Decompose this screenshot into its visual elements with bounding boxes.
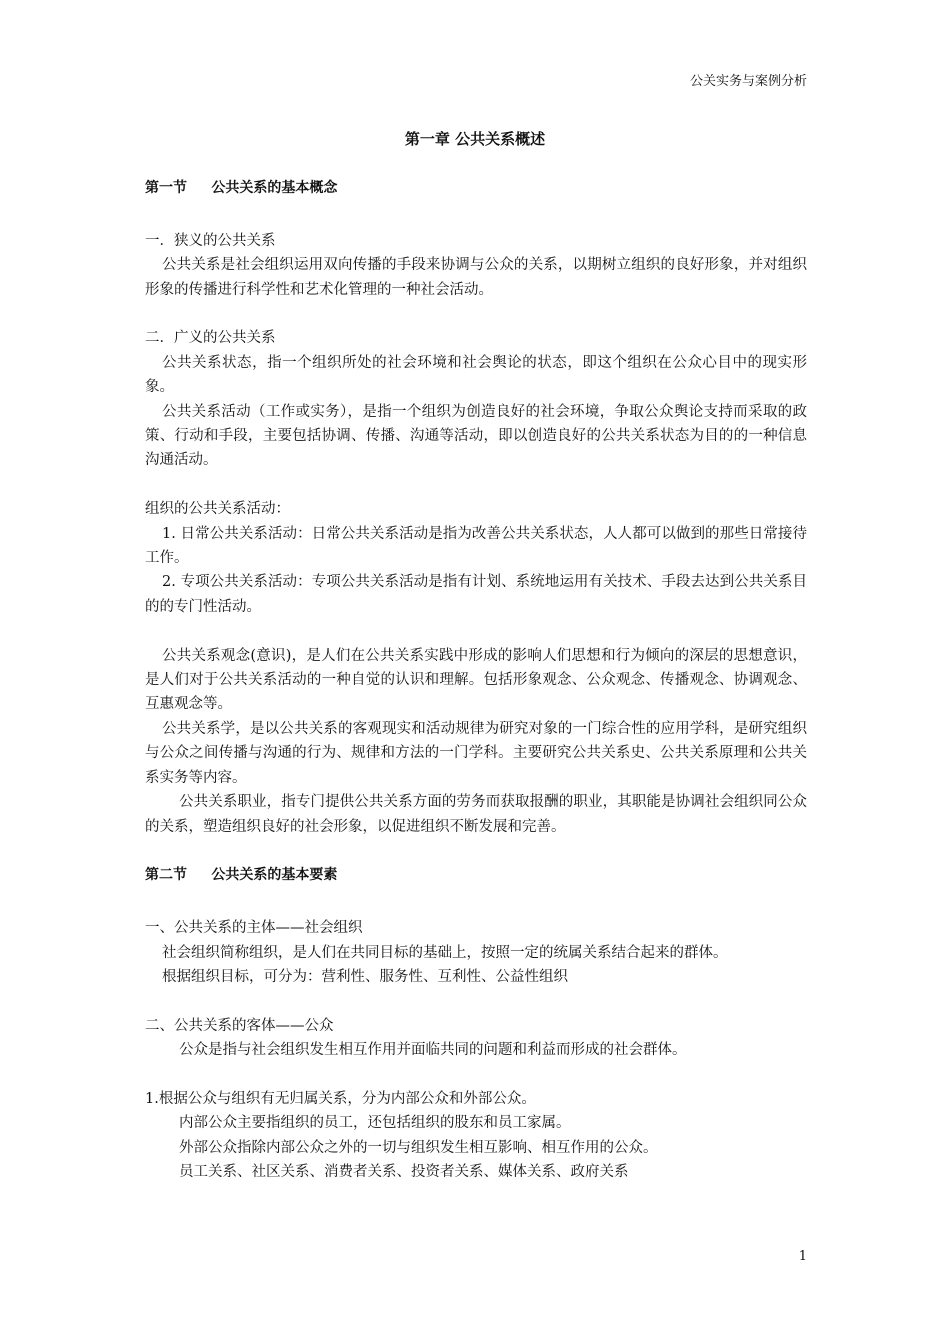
page-number: 1	[798, 1249, 807, 1264]
paragraph: 根据组织目标，可分为：营利性、服务性、互利性、公益性组织	[162, 968, 568, 985]
paragraph: 公共关系活动（工作或实务），是指一个组织为创造良好的社会环境，争取公众舆论支持而采取的政策、行动和手段，主要包括协调、传播、沟通等活动，即以创造良好的公共关系状态为目的的一种信息沟通活动。	[145, 403, 807, 469]
body-text	[145, 176, 807, 1185]
spacer	[145, 200, 807, 224]
running-header: 公关实务与案例分析	[689, 74, 807, 89]
paragraph: 公共关系学，是以公共关系的客观现实和活动规律为研究对象的一门综合性的应用学科，是研究组织与公众之间传播与沟通的行为、规律和方法的一门学科。主要研究公共关系史、公共关系原理和公共关系实务等内容。	[145, 720, 807, 786]
spacer	[145, 989, 807, 1013]
paragraph: 公共关系是社会组织运用双向传播的手段来协调与公众的关系，以期树立组织的良好形象，并对组织形象的传播进行科学性和艺术化管理的一种社会活动。	[145, 257, 807, 298]
spacer	[145, 839, 807, 863]
spacer	[145, 888, 807, 912]
heading-subject: 一、公共关系的主体——社会组织	[145, 920, 363, 937]
list-item: 1. 日常公共关系活动：日常公共关系活动是指为改善公共关系状态，人人都可以做到的那些日常接待工作。	[145, 525, 807, 567]
section-title-1: 第一节 公共关系的基本概念	[145, 180, 338, 196]
spacer	[145, 302, 807, 326]
paragraph: 公共关系状态，指一个组织所处的社会环境和社会舆论的状态，即这个组织在公众心目中的现实形象。	[145, 354, 807, 396]
paragraph: 公共关系职业，指专门提供公共关系方面的劳务而获取报酬的职业，其职能是协调社会组织同公众的关系，塑造组织良好的社会形象，以促进组织不断发展和完善。	[145, 794, 807, 835]
spacer	[145, 619, 807, 643]
paragraph: 公众是指与社会组织发生相互作用并面临共同的问题和利益而形成的社会群体。	[179, 1042, 687, 1059]
heading-org-activities: 组织的公共关系活动：	[145, 501, 290, 518]
spacer	[145, 1063, 807, 1087]
spacer	[145, 473, 807, 497]
heading-narrow-pr: 一．狭义的公共关系	[145, 232, 276, 249]
paragraph: 公共关系观念(意识)，是人们在公共关系实践中形成的影响人们思想和行为倾向的深层的思想意识，是人们对于公共关系活动的一种自觉的认识和理解。包括形象观念、公众观念、传播观念、协调观念、互惠观念等。	[145, 647, 807, 713]
sub-item: 员工关系、社区关系、消费者关系、投资者关系、媒体关系、政府关系	[179, 1164, 629, 1181]
section-title-2: 第二节 公共关系的基本要素	[145, 867, 338, 884]
list-item: 2. 专项公共关系活动：专项公共关系活动是指有计划、系统地运用有关技术、手段去达到公共关系目的的专门性活动。	[145, 574, 807, 615]
list-item: 1.根据公众与组织有无归属关系，分为内部公众和外部公众。	[145, 1090, 536, 1107]
heading-object: 二、公共关系的客体——公众	[145, 1017, 334, 1034]
chapter-title: 第一章 公共关系概述	[404, 130, 546, 148]
paragraph: 社会组织简称组织，是人们在共同目标的基础上，按照一定的统属关系结合起来的群体。	[162, 944, 728, 961]
sub-item: 外部公众指除内部公众之外的一切与组织发生相互影响、相互作用的公众。	[179, 1139, 658, 1156]
heading-broad-pr: 二．广义的公共关系	[145, 330, 276, 347]
sub-item: 内部公众主要指组织的员工，还包括组织的股东和员工家属。	[179, 1115, 571, 1132]
